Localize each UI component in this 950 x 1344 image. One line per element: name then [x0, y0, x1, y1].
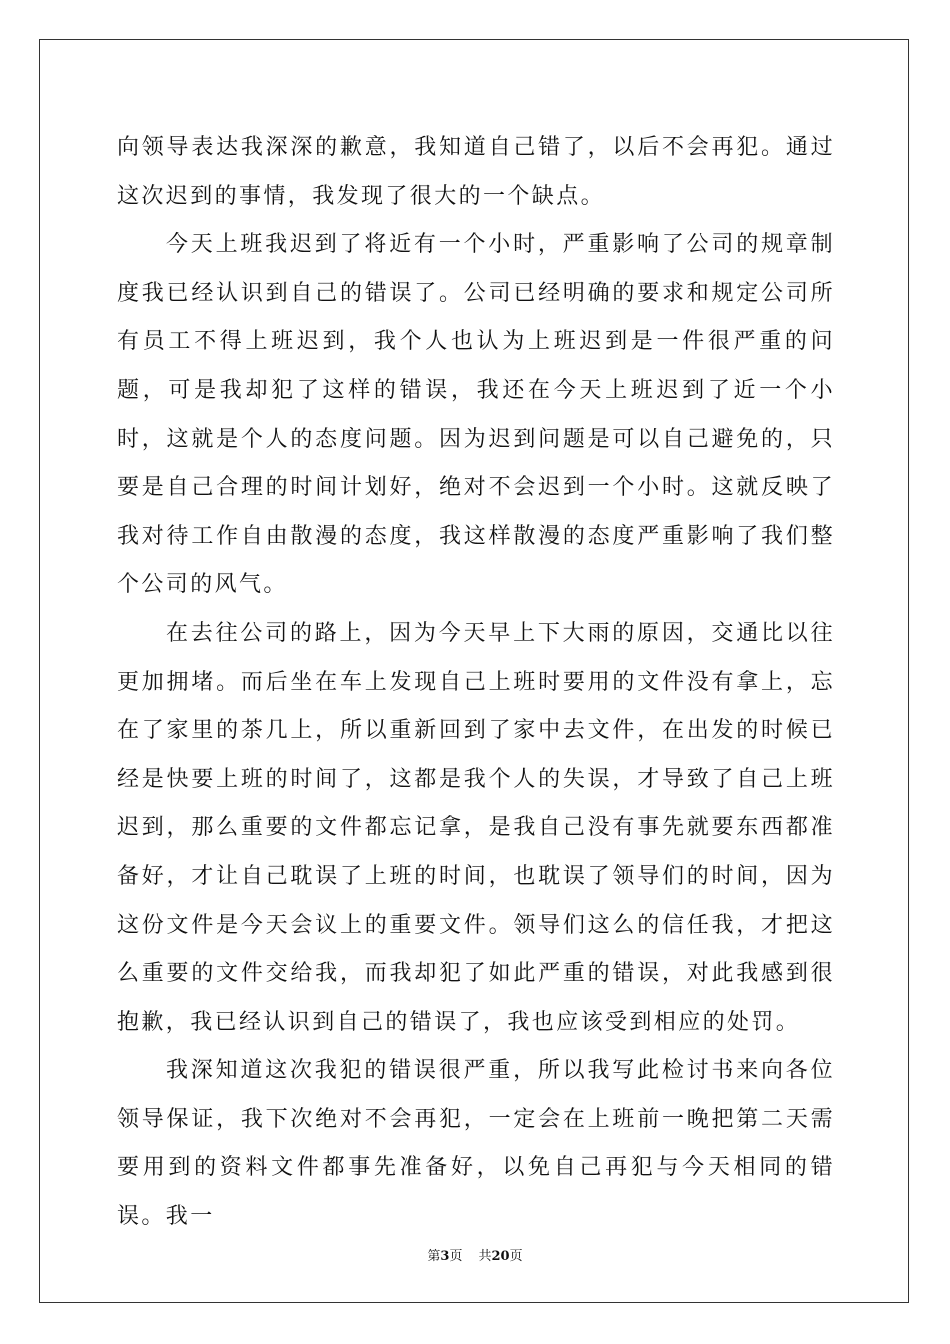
- page-footer: [0, 1248, 950, 1266]
- paragraph-2: 今天上班我迟到了将近有一个小时，严重影响了公司的规章制度我已经认识到自己的错误了。公司已经明确的要求和规定公司所有员工不得上班迟到，我个人也认为上班迟到是一件很严重的问题，可是我却犯了这样的错误，我还在今天上班迟到了近一个小时，这就是个人的态度问题。因为迟到问题是可以自己避免的，只要是自己合理的时间计划好，绝对不会迟到一个小时。这就反映了我对待工作自由散漫的态度，我这样散漫的态度严重影响了我们整个公司的风气。: [117, 232, 835, 598]
- paragraph-1: 向领导表达我深深的歉意，我知道自己错了，以后不会再犯。通过这次迟到的事情，我发现了很大的一个缺点。: [117, 135, 835, 209]
- total-unit: 页: [509, 1249, 523, 1264]
- paragraph-3: 在去往公司的路上，因为今天早上下大雨的原因，交通比以往更加拥堵。而后坐在车上发现自己上班时要用的文件没有拿上，忘在了家里的茶几上，所以重新回到了家中去文件，在出发的时候已经是快要上班的时间了，这都是我个人的失误，才导致了自己上班迟到，那么重要的文件都忘记拿，是我自己没有事先就要东西都准备好，才让自己耽误了上班的时间，也耽误了领导们的时间，因为这份文件是今天会议上的重要文件。领导们这么的信任我，才把这么重要的文件交给我，而我却犯了如此严重的错误，对此我感到很抱歉，我已经认识到自己的错误了，我也应该受到相应的处罚。: [117, 620, 835, 1035]
- page-unit: 页: [449, 1249, 463, 1264]
- paragraph-4: 我深知道这次我犯的错误很严重，所以我写此检讨书来向各位领导保证，我下次绝对不会再犯，一定会在上班前一晚把第二天需要用到的资料文件都事先准备好，以免自己再犯与今天相同的错误。我一: [117, 1058, 835, 1230]
- total-prefix: 共: [478, 1249, 492, 1264]
- page-current: 3: [440, 1249, 450, 1264]
- document-body: [117, 124, 835, 1242]
- page-total: 20: [491, 1249, 510, 1264]
- page-prefix: 第: [427, 1249, 441, 1264]
